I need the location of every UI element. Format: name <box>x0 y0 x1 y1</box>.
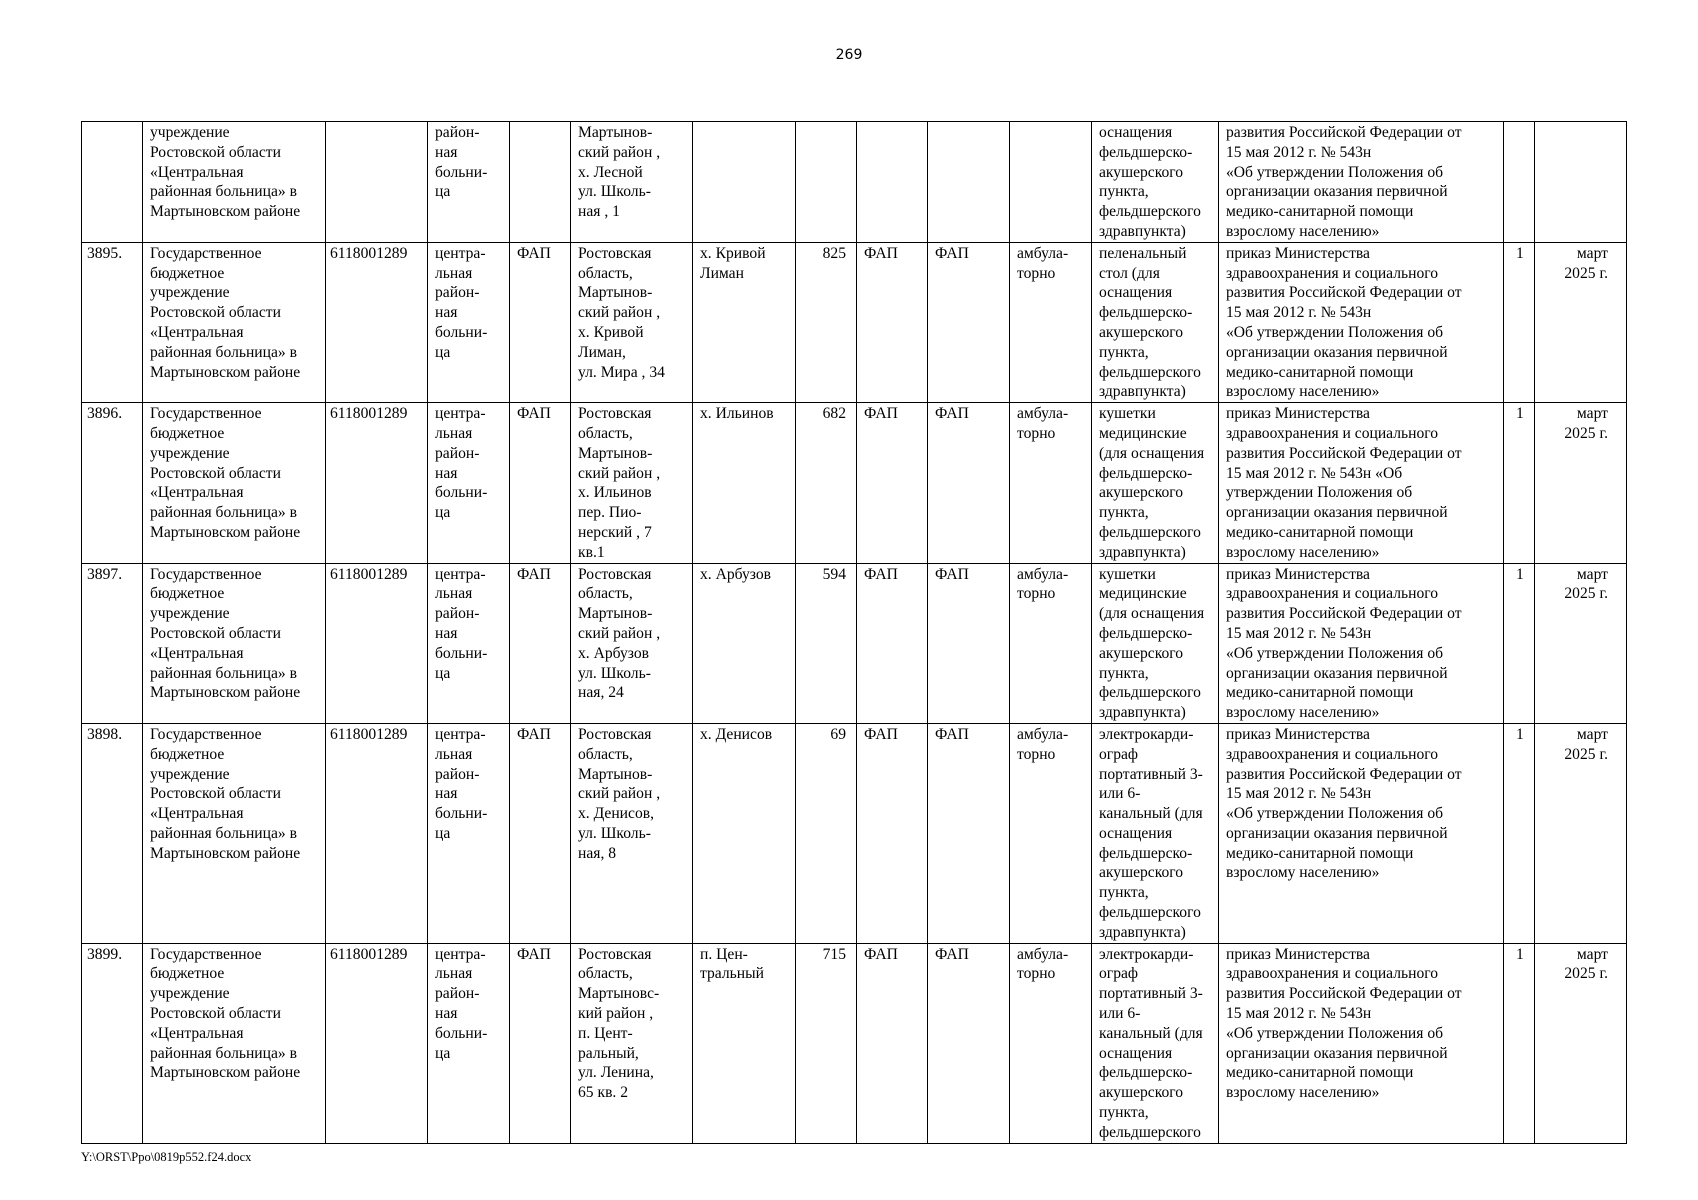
cell-institution-type: центра- льная район- ная больни- ца <box>428 943 510 1143</box>
cell-equipment: оснащения фельдшерско- акушерского пункта, фельдшерского здравпункта) <box>1092 122 1219 243</box>
cell-date: март 2025 г. <box>1535 943 1627 1143</box>
cell-subunit: ФАП <box>857 723 928 943</box>
cell-care-form: амбула- торно <box>1010 723 1092 943</box>
cell-quantity: 1 <box>1504 403 1535 563</box>
cell-date <box>1535 122 1627 243</box>
cell-legal-basis: приказ Министерства здравоохранения и социального развития Российской Федерации от 15 мая 2012 г. № 543н «Об утверждении Положения об организации оказания первичной медико-санитарной помощи взрослому населению» <box>1219 242 1504 402</box>
page-number: 269 <box>835 47 863 63</box>
cell-subunit-name: ФАП <box>928 943 1010 1143</box>
cell-subunit-name: ФАП <box>928 563 1010 723</box>
cell-number: 3899. <box>82 943 143 1143</box>
cell-population: 682 <box>796 403 857 563</box>
table-row <box>82 563 1627 723</box>
cell-inn <box>326 122 428 243</box>
data-table <box>81 121 1627 1144</box>
cell-population: 69 <box>796 723 857 943</box>
cell-subunit-name: ФАП <box>928 403 1010 563</box>
cell-organization: Государственное бюджетное учреждение Ростовской области «Центральная районная больница» в Мартыновском районе <box>143 723 326 943</box>
table-row <box>82 943 1627 1143</box>
cell-equipment: электрокарди- ограф портативный 3- или 6- канальный (для оснащения фельдшерско- акушерского пункта, фельдшерского здравпункта) <box>1092 723 1219 943</box>
cell-organization: Государственное бюджетное учреждение Ростовской области «Центральная районная больница» в Мартыновском районе <box>143 242 326 402</box>
cell-quantity: 1 <box>1504 242 1535 402</box>
cell-equipment: пеленальный стол (для оснащения фельдшерско- акушерского пункта, фельдшерского здравпункта) <box>1092 242 1219 402</box>
cell-inn: 6118001289 <box>326 563 428 723</box>
cell-address: Мартынов- ский район , х. Лесной ул. Школь- ная , 1 <box>571 122 693 243</box>
cell-unit <box>510 122 571 243</box>
cell-institution-type: центра- льная район- ная больни- ца <box>428 242 510 402</box>
cell-population: 825 <box>796 242 857 402</box>
cell-settlement: х. Ильинов <box>693 403 796 563</box>
table-row <box>82 242 1627 402</box>
cell-institution-type: центра- льная район- ная больни- ца <box>428 563 510 723</box>
cell-equipment: кушетки медицинские (для оснащения фельдшерско- акушерского пункта, фельдшерского здравпункта) <box>1092 563 1219 723</box>
cell-number: 3895. <box>82 242 143 402</box>
cell-date: март 2025 г. <box>1535 403 1627 563</box>
cell-care-form: амбула- торно <box>1010 563 1092 723</box>
cell-unit: ФАП <box>510 403 571 563</box>
cell-settlement: п. Цен- тральный <box>693 943 796 1143</box>
cell-number: 3898. <box>82 723 143 943</box>
cell-organization: Государственное бюджетное учреждение Ростовской области «Центральная районная больница» в Мартыновском районе <box>143 403 326 563</box>
cell-date: март 2025 г. <box>1535 563 1627 723</box>
cell-care-form: амбула- торно <box>1010 943 1092 1143</box>
cell-subunit-name: ФАП <box>928 242 1010 402</box>
cell-equipment: электрокарди- ограф портативный 3- или 6- канальный (для оснащения фельдшерско- акушерского пункта, фельдшерского <box>1092 943 1219 1143</box>
cell-population <box>796 122 857 243</box>
cell-inn: 6118001289 <box>326 943 428 1143</box>
cell-settlement: х. Денисов <box>693 723 796 943</box>
cell-organization: Государственное бюджетное учреждение Ростовской области «Центральная районная больница» в Мартыновском районе <box>143 563 326 723</box>
cell-settlement <box>693 122 796 243</box>
cell-number: 3897. <box>82 563 143 723</box>
cell-address: Ростовская область, Мартынов- ский район , х. Кривой Лиман, ул. Мира , 34 <box>571 242 693 402</box>
cell-subunit <box>857 122 928 243</box>
cell-organization: учреждение Ростовской области «Центральная районная больница» в Мартыновском районе <box>143 122 326 243</box>
cell-population: 715 <box>796 943 857 1143</box>
table-row <box>82 723 1627 943</box>
cell-care-form <box>1010 122 1092 243</box>
cell-equipment: кушетки медицинские (для оснащения фельдшерско- акушерского пункта, фельдшерского здравпункта) <box>1092 403 1219 563</box>
cell-subunit: ФАП <box>857 403 928 563</box>
cell-organization: Государственное бюджетное учреждение Ростовской области «Центральная районная больница» в Мартыновском районе <box>143 943 326 1143</box>
cell-inn: 6118001289 <box>326 403 428 563</box>
cell-quantity <box>1504 122 1535 243</box>
cell-inn: 6118001289 <box>326 242 428 402</box>
cell-legal-basis: развития Российской Федерации от 15 мая 2012 г. № 543н «Об утверждении Положения об организации оказания первичной медико-санитарной помощи взрослому населению» <box>1219 122 1504 243</box>
cell-settlement: х. Арбузов <box>693 563 796 723</box>
cell-subunit: ФАП <box>857 242 928 402</box>
cell-quantity: 1 <box>1504 563 1535 723</box>
cell-settlement: х. Кривой Лиман <box>693 242 796 402</box>
cell-unit: ФАП <box>510 943 571 1143</box>
footer-file-path: Y:\ORST\Ppo\0819p552.f24.docx <box>81 1150 252 1164</box>
cell-address: Ростовская область, Мартынов- ский район , х. Денисов, ул. Школь- ная, 8 <box>571 723 693 943</box>
cell-unit: ФАП <box>510 242 571 402</box>
table-row <box>82 403 1627 563</box>
cell-subunit: ФАП <box>857 943 928 1143</box>
cell-number <box>82 122 143 243</box>
cell-subunit: ФАП <box>857 563 928 723</box>
cell-number: 3896. <box>82 403 143 563</box>
cell-institution-type: центра- льная район- ная больни- ца <box>428 403 510 563</box>
cell-institution-type: центра- льная район- ная больни- ца <box>428 723 510 943</box>
cell-population: 594 <box>796 563 857 723</box>
cell-subunit-name: ФАП <box>928 723 1010 943</box>
cell-subunit-name <box>928 122 1010 243</box>
cell-legal-basis: приказ Министерства здравоохранения и социального развития Российской Федерации от 15 мая 2012 г. № 543н «Об утверждении Положения об организации оказания первичной медико-санитарной помощи взрослому населению» <box>1219 723 1504 943</box>
cell-legal-basis: приказ Министерства здравоохранения и социального развития Российской Федерации от 15 мая 2012 г. № 543н «Об утверждении Положения об организации оказания первичной медико-санитарной помощи взрослому населению» <box>1219 403 1504 563</box>
cell-address: Ростовская область, Мартыновс- кий район , п. Цент- ральный, ул. Ленина, 65 кв. 2 <box>571 943 693 1143</box>
cell-unit: ФАП <box>510 723 571 943</box>
cell-legal-basis: приказ Министерства здравоохранения и социального развития Российской Федерации от 15 мая 2012 г. № 543н «Об утверждении Положения об организации оказания первичной медико-санитарной помощи взрослому населению» <box>1219 943 1504 1143</box>
cell-unit: ФАП <box>510 563 571 723</box>
cell-quantity: 1 <box>1504 723 1535 943</box>
cell-quantity: 1 <box>1504 943 1535 1143</box>
cell-institution-type: район- ная больни- ца <box>428 122 510 243</box>
cell-inn: 6118001289 <box>326 723 428 943</box>
table-body <box>82 122 1627 1144</box>
cell-care-form: амбула- торно <box>1010 403 1092 563</box>
cell-date: март 2025 г. <box>1535 242 1627 402</box>
cell-care-form: амбула- торно <box>1010 242 1092 402</box>
table-row <box>82 122 1627 243</box>
cell-legal-basis: приказ Министерства здравоохранения и социального развития Российской Федерации от 15 мая 2012 г. № 543н «Об утверждении Положения об организации оказания первичной медико-санитарной помощи взрослому населению» <box>1219 563 1504 723</box>
cell-address: Ростовская область, Мартынов- ский район , х. Ильинов пер. Пио- нерский , 7 кв.1 <box>571 403 693 563</box>
cell-date: март 2025 г. <box>1535 723 1627 943</box>
cell-address: Ростовская область, Мартынов- ский район , х. Арбузов ул. Школь- ная, 24 <box>571 563 693 723</box>
